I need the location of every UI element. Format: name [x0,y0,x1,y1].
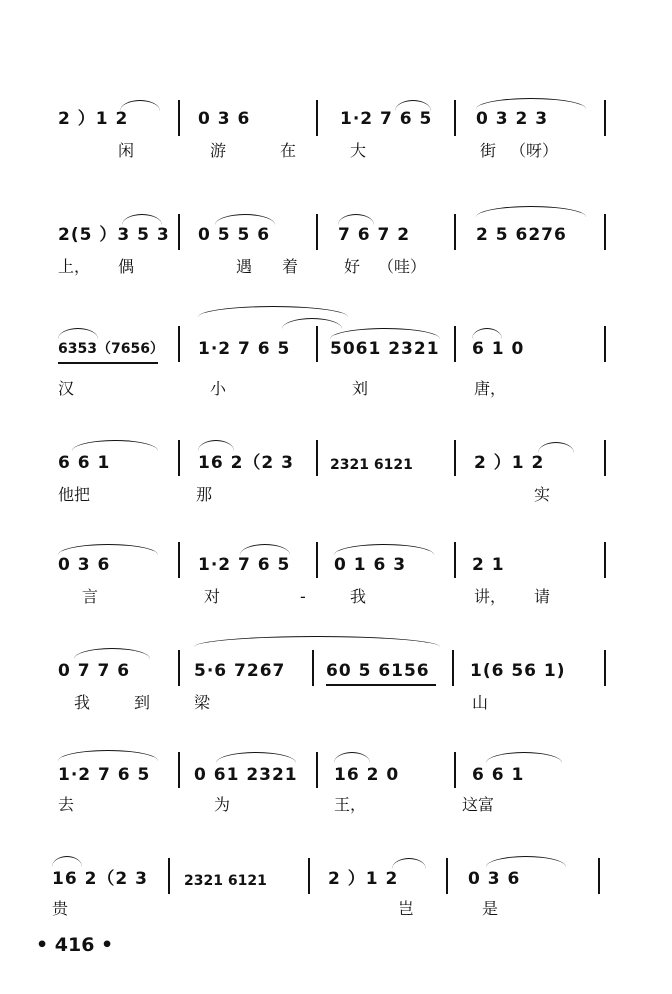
slur [282,318,342,329]
notes-measure: 1·2 7 6 5 [58,765,151,785]
notes-measure: 5·6 7267 [194,661,286,681]
notes-measure: 2 1 [472,555,505,575]
barline [454,440,456,476]
notes-measure: 1·2 7 6 5 [198,555,291,575]
slur [486,752,562,763]
notes-measure: 5061 2321 [330,339,440,359]
notes-measure: 0 3 2 3 [476,109,549,129]
slur [58,544,158,555]
barline [308,858,310,894]
lyric: 王， [334,795,367,814]
lyric: 岂 [398,899,415,918]
lyric: 讲， [474,587,507,606]
barline [316,440,318,476]
slur [330,328,440,339]
notes-measure: 6 6 1 [58,453,111,473]
lyric: 去 [58,795,75,814]
notes-measure: 2(5 ）3 5 3 [58,225,170,245]
underline [58,362,158,364]
slur [472,328,502,339]
barline [604,326,606,362]
notes-measure: 2 ）1 2 [58,109,129,129]
slur [72,440,158,451]
slur [486,856,566,867]
barline [178,752,180,788]
barline [454,214,456,250]
notes-measure: 1·2 7 6 5 [340,109,433,129]
barline [316,100,318,136]
slur [240,544,290,555]
barline [178,326,180,362]
slur [58,750,158,761]
lyric: 遇 [236,257,253,276]
slur [216,752,296,763]
notes-measure: 16 2 0 [334,765,400,785]
barline [316,752,318,788]
lyric: 汉 [58,379,75,398]
slur [392,858,426,869]
notes-measure: 2 ）1 2 [328,869,399,889]
lyric: 对 [204,587,221,606]
barline [178,440,180,476]
barline [452,650,454,686]
barline [454,752,456,788]
lyric: 好 [344,257,361,276]
lyric: 着 [282,257,299,276]
barline [178,100,180,136]
lyric: 实 [534,485,551,504]
notes-measure: 1(6 56 1) [470,661,566,681]
barline [178,214,180,250]
barline [312,650,314,686]
lyric: 言 [82,587,99,606]
lyric: 偶 [118,257,135,276]
notes-measure: 2321 6121 [330,457,413,473]
barline [454,542,456,578]
lyric: 大 [350,141,367,160]
lyric: 这富 [462,795,495,814]
slur [74,648,150,659]
notes-measure: 6 1 0 [472,339,525,359]
notes-measure: 16 2（2 3 [198,453,294,473]
lyric: 山 [472,693,489,712]
slur [194,636,440,647]
notes-measure: 2 5 6276 [476,225,567,245]
notes-measure: 0 1 6 3 [334,555,407,575]
lyric: 唐， [474,379,507,398]
lyric: 梁 [194,693,211,712]
lyric: 街 [480,141,497,160]
barline [604,650,606,686]
slur [198,306,348,317]
slur [334,752,370,763]
barline [168,858,170,894]
slur [538,442,574,453]
barline [604,214,606,250]
notes-measure: 0 3 6 [198,109,251,129]
notes-measure: 1·2 7 6 5 [198,339,291,359]
barline [604,542,606,578]
notes-measure: 16 2（2 3 [52,869,148,889]
lyric: 我 [350,587,367,606]
barline [604,100,606,136]
barline [316,214,318,250]
slur [120,100,160,111]
lyric: 贵 [52,899,69,918]
notes-measure: 0 5 5 6 [198,225,271,245]
slur [58,328,98,339]
lyric: 上， [58,257,91,276]
slur [334,544,434,555]
lyric: 我 [74,693,91,712]
lyric: 在 [280,141,297,160]
slur [122,214,162,225]
lyric: 刘 [352,379,369,398]
barline [604,440,606,476]
notes-measure: 0 3 6 [468,869,521,889]
lyric: 是 [482,899,499,918]
barline [178,542,180,578]
slur [198,440,234,451]
barline [446,858,448,894]
lyric: 请 [534,587,551,606]
page-number: • 416 • [36,934,114,956]
lyric: 游 [210,141,227,160]
lyric: 他把 [58,485,91,504]
barline [598,858,600,894]
lyric: （哇） [378,257,427,276]
lyric: 到 [134,693,151,712]
slur [52,856,82,867]
notes-measure: 7 6 7 2 [338,225,411,245]
lyric: - [300,587,306,606]
barline [454,100,456,136]
underline [326,684,436,686]
notes-measure: 6353（7656） [58,341,164,357]
slur [476,206,586,217]
lyric: （呀） [510,141,559,160]
barline [316,542,318,578]
lyric: 小 [210,379,227,398]
notes-measure: 60 5 6156 [326,661,430,681]
barline [316,326,318,362]
notes-measure: 0 3 6 [58,555,111,575]
notes-measure: 0 7 7 6 [58,661,131,681]
barline [178,650,180,686]
slur [395,100,431,111]
notes-measure: 0 61 2321 [194,765,298,785]
notes-measure: 2 ）1 2 [474,453,545,473]
slur [338,214,374,225]
lyric: 为 [214,795,231,814]
barline [454,326,456,362]
notes-measure: 2321 6121 [184,873,267,889]
notes-measure: 6 6 1 [472,765,525,785]
slur [215,214,275,225]
lyric: 闲 [118,141,135,160]
slur [476,98,586,109]
lyric: 那 [196,485,213,504]
